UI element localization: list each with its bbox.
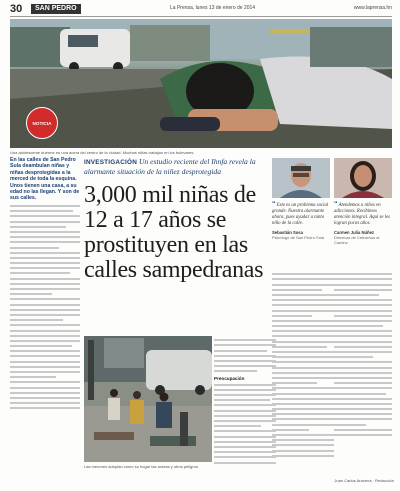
quote-2-text: “ Atendemos a niños en adicciones. Recibimos atención integral. Aquí se les logran pocos años. [334,201,391,226]
quote-2-mark: “ [334,201,338,208]
page-number: 30 [10,3,23,15]
notice-badge [26,107,58,139]
byline: Juan Carlos Aracena · Redacción [334,478,394,483]
article-kicker [84,157,270,176]
bottom-photo-scene [84,336,212,462]
quote-2-role: Directora de Cetrachos al Camino [334,235,380,245]
quote-1-mark: “ [272,201,276,208]
section-tag: SAN PEDRO [31,4,81,14]
bottom-photo-caption: Las menores adoptan como su hogar las aceras y otros peligros. [84,464,199,469]
article-headline: 3,000 mil niñas de 12 a 17 años se prostituyen en las calles sampedranas [84,182,264,283]
left-column [10,157,80,489]
notice-badge-label: NOTICIA [32,120,52,126]
top-photo-caption: Una adolescente duerme en una acera del centro de la ciudad. Muchas niñas trabajan en los bulevares. [10,150,195,155]
top-photo-scene [10,19,392,148]
left-column-body [10,205,80,409]
kicker-text: Un estudio reciente del Ihnfa revela la alarmante situación de la niñez desprotegida [84,157,256,176]
body-column-2 [272,270,334,484]
website-label: www.laprensa.hn [353,5,392,11]
kicker-label: INVESTIGACIÓN [84,159,138,166]
publication-line: La Prensa, lunes 13 de enero de 2014 [170,5,256,11]
top-photo [10,19,392,148]
quote-1-text: “ Este es un problema social grande. Nuestra alarmante ahora, pues ayudar a tanto niño de la calle. [272,201,329,226]
body-column-1 [214,336,276,482]
left-column-lead: En las calles de San Pedro Sula deambulan niñas y niñas desprotegidas a la merced de toda la esquina. Unos tienen una casa, a su edad no las llegan. Y son de sus calles. [10,157,80,202]
quote-box-2 [334,158,392,258]
quote-2-portrait [334,158,392,198]
quote-1-name: Sebastián Sosa [272,230,303,235]
body-subhead: Preocupación [214,375,245,381]
quote-1-portrait [272,158,330,198]
body-column-3 [334,270,392,476]
page-header [10,2,392,17]
quote-1-role: Psicólogo de San Pedro Sula [272,235,325,240]
bottom-photo [84,336,212,462]
quote-box-1 [272,158,330,258]
quote-2-name: Carmen Julia Núñez [334,230,375,235]
